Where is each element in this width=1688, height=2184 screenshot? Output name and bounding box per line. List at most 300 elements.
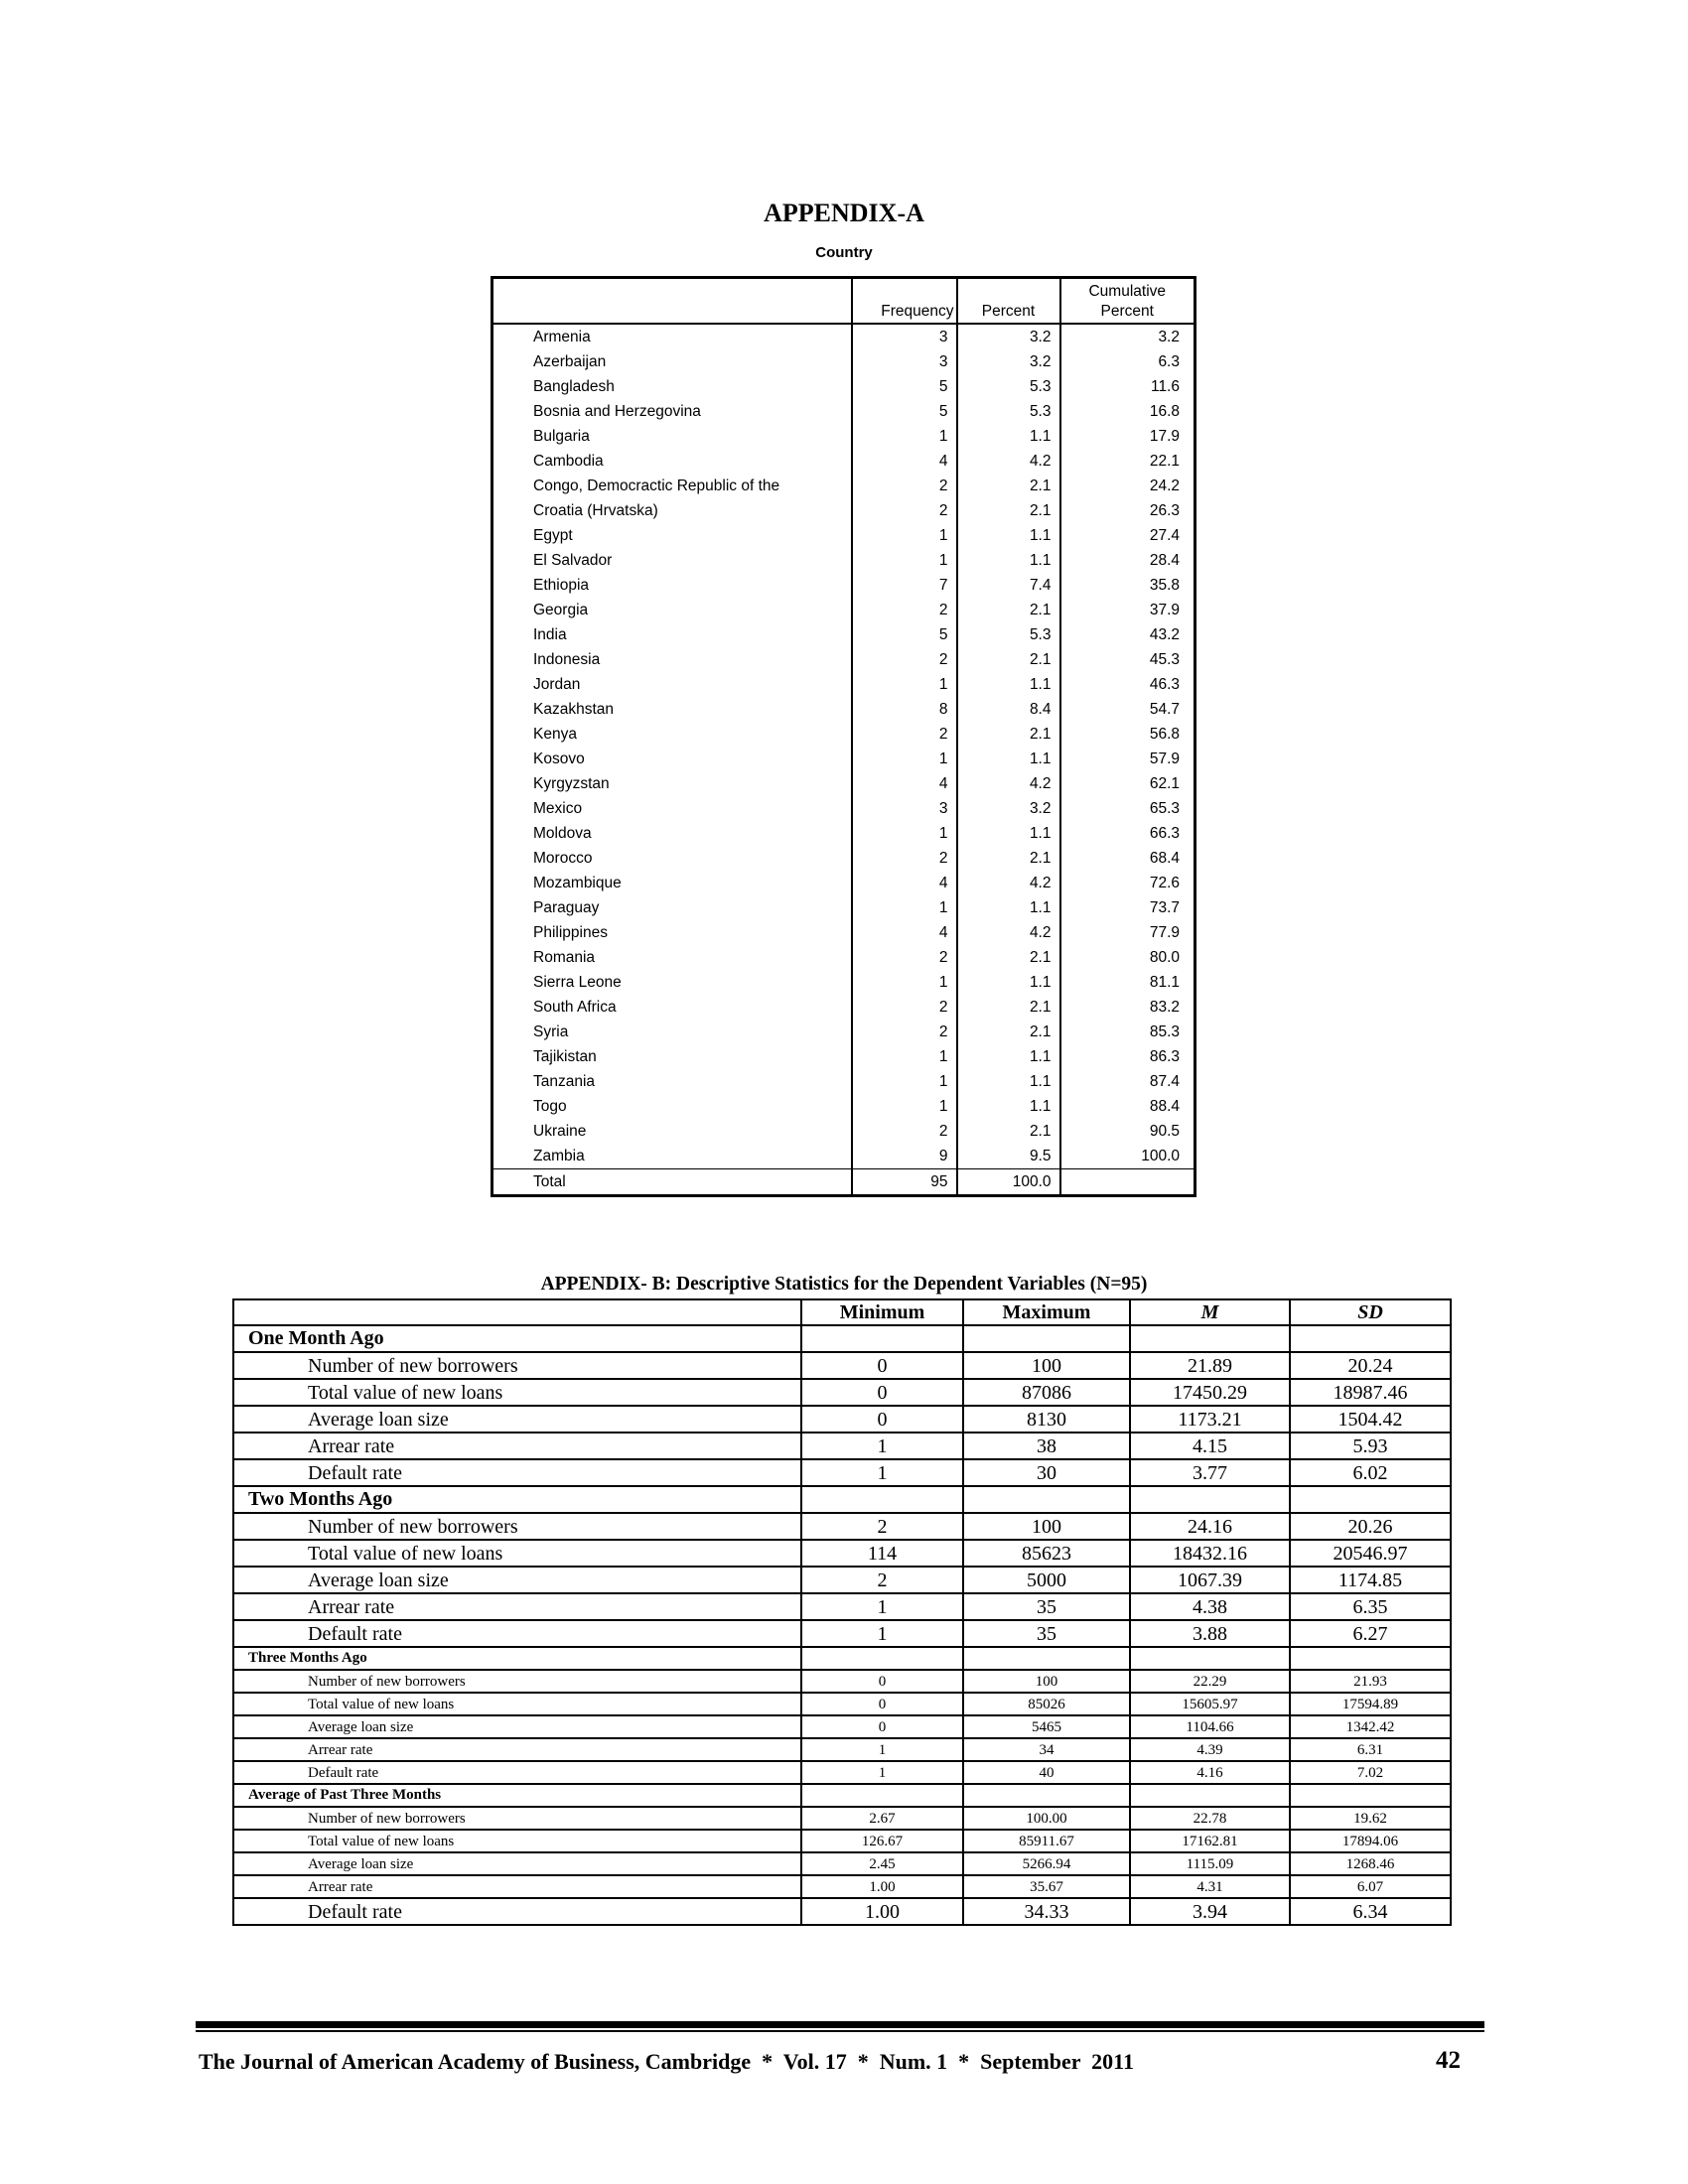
cell-percent: 1.1 xyxy=(957,548,1060,573)
cell-country: Jordan xyxy=(533,676,581,693)
cell-cumulative-percent: 86.3 xyxy=(1060,1044,1196,1069)
table-row xyxy=(492,1144,1196,1169)
cell-country: Bulgaria xyxy=(533,428,590,445)
cell-variable: Total value of new loans xyxy=(233,1379,801,1406)
cell-percent: 2.1 xyxy=(957,846,1060,871)
table-total-row xyxy=(492,1169,1196,1196)
cell-sd: 1174.85 xyxy=(1290,1567,1451,1593)
section-header-row xyxy=(233,1647,1451,1670)
cell-percent: 2.1 xyxy=(957,722,1060,747)
cell-mean: 1173.21 xyxy=(1130,1406,1290,1433)
cell-percent: 2.1 xyxy=(957,598,1060,622)
table-row xyxy=(233,1433,1451,1459)
cell-frequency: 4 xyxy=(852,920,957,945)
cell-cumulative-percent: 88.4 xyxy=(1060,1094,1196,1119)
table-row xyxy=(492,548,1196,573)
column-header-frequency: Frequency xyxy=(852,278,957,325)
cell-percent: 4.2 xyxy=(957,920,1060,945)
table-header-row xyxy=(233,1299,1451,1325)
cell-country: Bosnia and Herzegovina xyxy=(533,403,701,420)
cell-country: Azerbaijan xyxy=(533,353,607,370)
cell-cumulative-percent: 26.3 xyxy=(1060,498,1196,523)
cell-percent: 7.4 xyxy=(957,573,1060,598)
section-label: Two Months Ago xyxy=(233,1486,801,1513)
section-label: Average of Past Three Months xyxy=(233,1784,801,1807)
cell-country: Egypt xyxy=(533,527,573,544)
cell-maximum: 5266.94 xyxy=(963,1852,1130,1875)
table-row xyxy=(492,796,1196,821)
column-header xyxy=(492,278,852,325)
cell-frequency: 2 xyxy=(852,945,957,970)
cell-percent: 2.1 xyxy=(957,474,1060,498)
cell-sd: 17894.06 xyxy=(1290,1830,1451,1852)
empty-cell xyxy=(1290,1325,1451,1352)
cell-frequency: 1 xyxy=(852,747,957,771)
cell-cumulative-percent: 73.7 xyxy=(1060,895,1196,920)
table-row xyxy=(492,672,1196,697)
cell-frequency: 1 xyxy=(852,895,957,920)
table-row xyxy=(492,1020,1196,1044)
cell-percent: 4.2 xyxy=(957,871,1060,895)
cell-variable: Default rate xyxy=(233,1620,801,1647)
table-row xyxy=(233,1593,1451,1620)
table-row xyxy=(492,895,1196,920)
cell-minimum: 0 xyxy=(801,1406,963,1433)
table-row xyxy=(492,523,1196,548)
empty-cell xyxy=(1130,1325,1290,1352)
cell-percent: 1.1 xyxy=(957,1069,1060,1094)
cell-frequency: 9 xyxy=(852,1144,957,1169)
cell-country: Togo xyxy=(533,1098,567,1115)
cell-country: Ukraine xyxy=(533,1123,587,1140)
cell-variable: Total value of new loans xyxy=(233,1540,801,1567)
table-row xyxy=(492,846,1196,871)
cell-frequency: 2 xyxy=(852,598,957,622)
cell-cumulative-percent: 46.3 xyxy=(1060,672,1196,697)
cell-cumulative-percent: 37.9 xyxy=(1060,598,1196,622)
cell-country: Mexico xyxy=(533,800,583,817)
cell-mean: 1104.66 xyxy=(1130,1715,1290,1738)
cell-country: Kosovo xyxy=(533,751,585,767)
table-row xyxy=(233,1540,1451,1567)
table-row xyxy=(492,647,1196,672)
cell-minimum: 1 xyxy=(801,1459,963,1486)
table-row xyxy=(492,920,1196,945)
cell-percent: 4.2 xyxy=(957,449,1060,474)
cell-variable: Total value of new loans xyxy=(233,1693,801,1715)
table-row xyxy=(492,945,1196,970)
cell-percent: 2.1 xyxy=(957,995,1060,1020)
table-row xyxy=(233,1875,1451,1898)
table-row xyxy=(233,1898,1451,1925)
cell-variable: Arrear rate xyxy=(233,1593,801,1620)
cell-frequency: 4 xyxy=(852,449,957,474)
empty-cell xyxy=(963,1784,1130,1807)
cell-sd: 19.62 xyxy=(1290,1807,1451,1830)
cell-percent: 3.2 xyxy=(957,796,1060,821)
cell-frequency: 2 xyxy=(852,1020,957,1044)
cell-frequency: 4 xyxy=(852,771,957,796)
cell-sd: 1342.42 xyxy=(1290,1715,1451,1738)
empty-cell xyxy=(801,1486,963,1513)
cell-maximum: 85026 xyxy=(963,1693,1130,1715)
cell-minimum: 1.00 xyxy=(801,1875,963,1898)
cell-frequency: 2 xyxy=(852,474,957,498)
cell-country: Paraguay xyxy=(533,899,600,916)
cell-country: Kyrgyzstan xyxy=(533,775,610,792)
empty-cell xyxy=(801,1784,963,1807)
cell-sd: 20546.97 xyxy=(1290,1540,1451,1567)
cell-maximum: 100.00 xyxy=(963,1807,1130,1830)
cell-frequency: 3 xyxy=(852,324,957,349)
cell-maximum: 85623 xyxy=(963,1540,1130,1567)
cell-minimum: 1 xyxy=(801,1593,963,1620)
cell-minimum: 2 xyxy=(801,1513,963,1540)
cell-maximum: 5465 xyxy=(963,1715,1130,1738)
cell-variable: Arrear rate xyxy=(233,1433,801,1459)
cell-cumulative-percent: 57.9 xyxy=(1060,747,1196,771)
cell-frequency: 1 xyxy=(852,970,957,995)
cell-country: South Africa xyxy=(533,999,617,1016)
table-row xyxy=(233,1807,1451,1830)
cell-minimum: 2.45 xyxy=(801,1852,963,1875)
cell-country: Kazakhstan xyxy=(533,701,614,718)
cell-cumulative-percent: 65.3 xyxy=(1060,796,1196,821)
section-header-row xyxy=(233,1486,1451,1513)
cell-mean: 22.29 xyxy=(1130,1670,1290,1693)
table-row xyxy=(492,697,1196,722)
table-row xyxy=(492,573,1196,598)
cell-frequency: 1 xyxy=(852,424,957,449)
cell-percent: 3.2 xyxy=(957,324,1060,349)
cell-cumulative-percent: 45.3 xyxy=(1060,647,1196,672)
cell-percent: 5.3 xyxy=(957,399,1060,424)
appendix-a-caption: Country xyxy=(815,244,873,261)
table-header-row xyxy=(492,278,1196,325)
total-percent: 100.0 xyxy=(957,1169,1060,1196)
cell-mean: 4.15 xyxy=(1130,1433,1290,1459)
cell-country: Romania xyxy=(533,949,596,966)
cell-mean: 15605.97 xyxy=(1130,1693,1290,1715)
cell-percent: 1.1 xyxy=(957,895,1060,920)
cell-variable: Arrear rate xyxy=(233,1875,801,1898)
cell-frequency: 1 xyxy=(852,1069,957,1094)
table-row xyxy=(492,449,1196,474)
cell-frequency: 2 xyxy=(852,722,957,747)
cell-country: Sierra Leone xyxy=(533,974,622,991)
empty-cell xyxy=(801,1647,963,1670)
cell-mean: 4.39 xyxy=(1130,1738,1290,1761)
empty-cell xyxy=(963,1325,1130,1352)
cell-cumulative-percent: 16.8 xyxy=(1060,399,1196,424)
table-row xyxy=(492,324,1196,349)
cell-variable: Default rate xyxy=(233,1459,801,1486)
cell-percent: 2.1 xyxy=(957,498,1060,523)
cell-variable: Number of new borrowers xyxy=(233,1807,801,1830)
table-row xyxy=(233,1379,1451,1406)
cell-maximum: 38 xyxy=(963,1433,1130,1459)
cell-country: Cambodia xyxy=(533,453,604,470)
table-row xyxy=(492,424,1196,449)
cell-variable: Average loan size xyxy=(233,1406,801,1433)
cell-country: Ethiopia xyxy=(533,577,590,594)
cell-variable: Average loan size xyxy=(233,1715,801,1738)
cell-minimum: 114 xyxy=(801,1540,963,1567)
cell-cumulative-percent: 3.2 xyxy=(1060,324,1196,349)
column-header-percent: Percent xyxy=(957,278,1060,325)
country-frequency-table xyxy=(491,276,1196,1197)
cell-country: Philippines xyxy=(533,924,608,941)
cell-mean: 18432.16 xyxy=(1130,1540,1290,1567)
cell-cumulative-percent: 66.3 xyxy=(1060,821,1196,846)
appendix-b-title: APPENDIX- B: Descriptive Statistics for the Dependent Variables (N=95) xyxy=(540,1274,1148,1295)
cell-mean: 1115.09 xyxy=(1130,1852,1290,1875)
cell-variable: Default rate xyxy=(233,1761,801,1784)
cell-maximum: 87086 xyxy=(963,1379,1130,1406)
column-header-maximum: Maximum xyxy=(963,1299,1130,1325)
cell-cumulative-percent: 54.7 xyxy=(1060,697,1196,722)
table-row xyxy=(492,1094,1196,1119)
table-row xyxy=(492,1069,1196,1094)
total-frequency: 95 xyxy=(852,1169,957,1196)
cell-percent: 1.1 xyxy=(957,523,1060,548)
empty-cell xyxy=(963,1647,1130,1670)
empty-cell xyxy=(963,1486,1130,1513)
cell-sd: 20.26 xyxy=(1290,1513,1451,1540)
cell-cumulative-percent: 87.4 xyxy=(1060,1069,1196,1094)
cell-maximum: 8130 xyxy=(963,1406,1130,1433)
cell-maximum: 100 xyxy=(963,1513,1130,1540)
cell-country: Tajikistan xyxy=(533,1048,597,1065)
cell-country: Syria xyxy=(533,1024,569,1040)
cell-country: Mozambique xyxy=(533,875,622,891)
cell-frequency: 5 xyxy=(852,622,957,647)
cell-country: Georgia xyxy=(533,602,589,618)
column-header-cumulative-percent: Cumulative Percent xyxy=(1060,278,1196,325)
cell-cumulative-percent: 24.2 xyxy=(1060,474,1196,498)
cell-mean: 4.16 xyxy=(1130,1761,1290,1784)
table-row xyxy=(233,1620,1451,1647)
table-row xyxy=(492,349,1196,374)
cell-sd: 5.93 xyxy=(1290,1433,1451,1459)
cell-mean: 3.77 xyxy=(1130,1459,1290,1486)
table-row xyxy=(492,474,1196,498)
section-label: One Month Ago xyxy=(233,1325,801,1352)
cell-cumulative-percent: 22.1 xyxy=(1060,449,1196,474)
cell-frequency: 1 xyxy=(852,523,957,548)
cell-percent: 1.1 xyxy=(957,672,1060,697)
cell-frequency: 8 xyxy=(852,697,957,722)
table-row xyxy=(492,722,1196,747)
cell-percent: 8.4 xyxy=(957,697,1060,722)
cell-sd: 6.31 xyxy=(1290,1738,1451,1761)
table-row xyxy=(233,1693,1451,1715)
cell-frequency: 5 xyxy=(852,399,957,424)
cell-mean: 24.16 xyxy=(1130,1513,1290,1540)
cell-percent: 5.3 xyxy=(957,374,1060,399)
cell-percent: 1.1 xyxy=(957,747,1060,771)
cell-maximum: 34 xyxy=(963,1738,1130,1761)
cell-cumulative-percent: 77.9 xyxy=(1060,920,1196,945)
cell-frequency: 3 xyxy=(852,796,957,821)
cell-country: Morocco xyxy=(533,850,593,867)
cell-cumulative-percent: 35.8 xyxy=(1060,573,1196,598)
cell-variable: Average loan size xyxy=(233,1852,801,1875)
cell-cumulative-percent: 62.1 xyxy=(1060,771,1196,796)
cell-frequency: 4 xyxy=(852,871,957,895)
cell-sd: 1504.42 xyxy=(1290,1406,1451,1433)
cell-percent: 1.1 xyxy=(957,1044,1060,1069)
cell-sd: 6.07 xyxy=(1290,1875,1451,1898)
cell-cumulative-percent: 85.3 xyxy=(1060,1020,1196,1044)
cell-minimum: 1 xyxy=(801,1433,963,1459)
cell-cumulative-percent: 72.6 xyxy=(1060,871,1196,895)
cell-country: India xyxy=(533,626,567,643)
cell-minimum: 1 xyxy=(801,1738,963,1761)
cell-minimum: 1.00 xyxy=(801,1898,963,1925)
table-row xyxy=(492,598,1196,622)
cell-mean: 21.89 xyxy=(1130,1352,1290,1379)
cell-cumulative-percent: 90.5 xyxy=(1060,1119,1196,1144)
table-row xyxy=(233,1761,1451,1784)
cell-maximum: 30 xyxy=(963,1459,1130,1486)
footer-rule xyxy=(196,2021,1484,2032)
cell-percent: 2.1 xyxy=(957,1119,1060,1144)
table-row xyxy=(233,1406,1451,1433)
cell-percent: 5.3 xyxy=(957,622,1060,647)
cell-mean: 3.88 xyxy=(1130,1620,1290,1647)
cell-maximum: 100 xyxy=(963,1670,1130,1693)
cell-frequency: 1 xyxy=(852,548,957,573)
section-label: Three Months Ago xyxy=(233,1647,801,1670)
cell-frequency: 5 xyxy=(852,374,957,399)
cell-cumulative-percent: 81.1 xyxy=(1060,970,1196,995)
cell-country: Indonesia xyxy=(533,651,601,668)
cell-percent: 1.1 xyxy=(957,821,1060,846)
cell-percent: 2.1 xyxy=(957,1020,1060,1044)
section-header-row xyxy=(233,1325,1451,1352)
table-row xyxy=(492,622,1196,647)
cell-mean: 17162.81 xyxy=(1130,1830,1290,1852)
cell-cumulative-percent: 100.0 xyxy=(1060,1144,1196,1169)
footer-journal-citation: The Journal of American Academy of Business, Cambridge * Vol. 17 * Num. 1 * September 2011 xyxy=(199,2049,1134,2074)
column-header-minimum: Minimum xyxy=(801,1299,963,1325)
cell-mean: 4.31 xyxy=(1130,1875,1290,1898)
total-cumulative-percent xyxy=(1060,1169,1196,1196)
table-row xyxy=(492,771,1196,796)
cell-country: Croatia (Hrvatska) xyxy=(533,502,658,519)
cell-sd: 6.27 xyxy=(1290,1620,1451,1647)
cell-cumulative-percent: 68.4 xyxy=(1060,846,1196,871)
table-row xyxy=(492,995,1196,1020)
empty-cell xyxy=(1290,1784,1451,1807)
column-header-mean: M xyxy=(1130,1299,1290,1325)
cell-minimum: 0 xyxy=(801,1379,963,1406)
table-row xyxy=(233,1352,1451,1379)
cell-maximum: 35 xyxy=(963,1593,1130,1620)
table-row xyxy=(233,1459,1451,1486)
cell-variable: Arrear rate xyxy=(233,1738,801,1761)
table-row xyxy=(233,1830,1451,1852)
cell-variable: Default rate xyxy=(233,1898,801,1925)
cell-frequency: 2 xyxy=(852,1119,957,1144)
cell-sd: 6.35 xyxy=(1290,1593,1451,1620)
table-row xyxy=(233,1715,1451,1738)
cell-sd: 6.34 xyxy=(1290,1898,1451,1925)
empty-cell xyxy=(1130,1486,1290,1513)
cell-country: Congo, Democractic Republic of the xyxy=(533,478,780,494)
empty-cell xyxy=(1290,1486,1451,1513)
cell-frequency: 2 xyxy=(852,647,957,672)
table-row xyxy=(492,970,1196,995)
cell-variable: Total value of new loans xyxy=(233,1830,801,1852)
cell-minimum: 2.67 xyxy=(801,1807,963,1830)
table-row xyxy=(492,821,1196,846)
cell-mean: 22.78 xyxy=(1130,1807,1290,1830)
table-row xyxy=(492,1044,1196,1069)
cell-country: Moldova xyxy=(533,825,592,842)
table-row xyxy=(233,1852,1451,1875)
cell-minimum: 0 xyxy=(801,1693,963,1715)
cell-frequency: 1 xyxy=(852,1094,957,1119)
cell-percent: 1.1 xyxy=(957,970,1060,995)
empty-cell xyxy=(1130,1784,1290,1807)
cell-maximum: 35 xyxy=(963,1620,1130,1647)
column-header-sd: SD xyxy=(1290,1299,1451,1325)
cell-percent: 4.2 xyxy=(957,771,1060,796)
cell-maximum: 5000 xyxy=(963,1567,1130,1593)
cell-maximum: 100 xyxy=(963,1352,1130,1379)
cell-frequency: 2 xyxy=(852,498,957,523)
cell-mean: 3.94 xyxy=(1130,1898,1290,1925)
table-row xyxy=(492,1119,1196,1144)
cell-percent: 2.1 xyxy=(957,647,1060,672)
cell-frequency: 2 xyxy=(852,995,957,1020)
cell-frequency: 1 xyxy=(852,1044,957,1069)
cell-frequency: 1 xyxy=(852,821,957,846)
cell-maximum: 40 xyxy=(963,1761,1130,1784)
cell-sd: 6.02 xyxy=(1290,1459,1451,1486)
cell-mean: 4.38 xyxy=(1130,1593,1290,1620)
cell-cumulative-percent: 56.8 xyxy=(1060,722,1196,747)
cell-maximum: 34.33 xyxy=(963,1898,1130,1925)
cell-country: Tanzania xyxy=(533,1073,596,1090)
table-row xyxy=(233,1567,1451,1593)
cell-variable: Number of new borrowers xyxy=(233,1352,801,1379)
cell-country: Armenia xyxy=(533,329,591,345)
cell-minimum: 0 xyxy=(801,1670,963,1693)
cell-cumulative-percent: 17.9 xyxy=(1060,424,1196,449)
cell-percent: 1.1 xyxy=(957,1094,1060,1119)
cell-percent: 2.1 xyxy=(957,945,1060,970)
cell-country: Kenya xyxy=(533,726,577,743)
table-row xyxy=(492,374,1196,399)
cell-minimum: 0 xyxy=(801,1352,963,1379)
empty-cell xyxy=(801,1325,963,1352)
section-header-row xyxy=(233,1784,1451,1807)
cell-maximum: 85911.67 xyxy=(963,1830,1130,1852)
appendix-a-title: APPENDIX-A xyxy=(764,199,924,227)
cell-sd: 20.24 xyxy=(1290,1352,1451,1379)
cell-cumulative-percent: 6.3 xyxy=(1060,349,1196,374)
cell-percent: 3.2 xyxy=(957,349,1060,374)
cell-cumulative-percent: 83.2 xyxy=(1060,995,1196,1020)
cell-minimum: 126.67 xyxy=(801,1830,963,1852)
cell-mean: 1067.39 xyxy=(1130,1567,1290,1593)
cell-sd: 1268.46 xyxy=(1290,1852,1451,1875)
table-row xyxy=(492,747,1196,771)
empty-cell xyxy=(1290,1647,1451,1670)
